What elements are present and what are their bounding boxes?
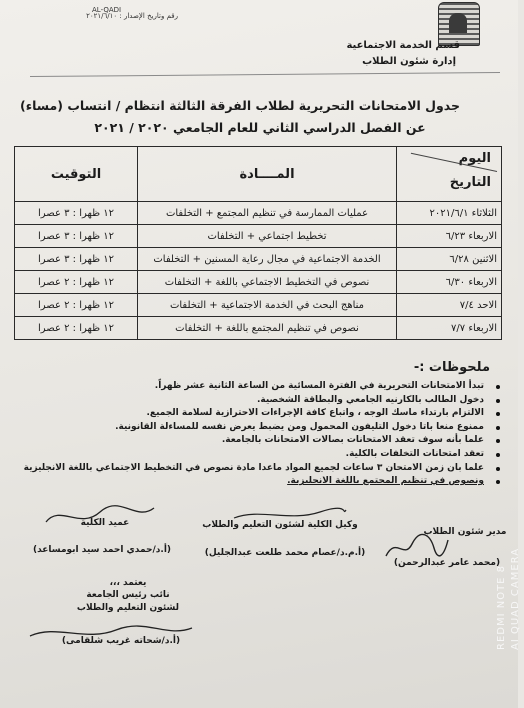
cell-day-date: الاربعاء ٧/٧: [397, 317, 502, 340]
exam-schedule-table: [14, 146, 502, 340]
list-item: تبدأ الامتحانات التحريرية في الفترة المسائية من الساعة الثانية عشر ظهراً.: [14, 380, 506, 394]
handwritten-signature-dean: [40, 502, 160, 532]
col-header-subject: المــــادة: [138, 147, 397, 202]
notes-heading: ملحوظات :-: [413, 360, 490, 375]
list-item: علما بأنه سوف تعقد الامتحانات بصالات الامتحانات بالجامعة.: [14, 434, 506, 448]
cell-day-date: الاثنين ٦/٢٨: [397, 248, 502, 271]
signatory-name-affairs: (محمد عامر عبدالرحمن): [393, 558, 501, 568]
col-header-date: التاريخ: [449, 175, 491, 190]
cell-time: ١٢ ظهرا : ٢ عصرا: [15, 294, 138, 317]
list-item: علما بان زمن الامتحان ٣ ساعات لجميع المواد ماعدا مادة نصوص في التخطيط الاجتماعي باللغة الانجليزية: [14, 462, 506, 476]
camera-watermark-line1: REDMI NOTE 8: [496, 564, 507, 650]
list-item: ونصوص في تنظيم المجتمع باللغة الانجليزية.: [14, 475, 506, 489]
signatory-role-vice-dean: وكيل الكلية لشئون التعليم والطلاب: [202, 520, 358, 530]
document-subtitle: عن الفصل الدراسي الثاني للعام الجامعي ٢٠٢٠ / ٢٠٢١: [94, 120, 426, 135]
cell-subject: نصوص في تنظيم المجتمع باللغة + التخلفات: [138, 317, 397, 340]
signatory-name-dean: (أ.د/حمدي احمد سيد ابومساعد): [32, 545, 172, 555]
cell-day-date: الاربعاء ٦/٢٣: [397, 225, 502, 248]
table-row: [15, 202, 502, 225]
cell-time: ١٢ ظهرا : ٣ عصرا: [15, 225, 138, 248]
signatory-role-affairs: مدير شئون الطلاب: [423, 527, 507, 537]
handwritten-signature-vice-dean: [230, 504, 350, 524]
approval-name: (أ.د/شحاته غريب شلقامى): [61, 636, 181, 646]
notes-list: [14, 380, 506, 489]
cell-day-date: الثلاثاء ٢٠٢١/٦/١: [397, 202, 502, 225]
header-divider: [30, 72, 500, 77]
list-item: تعقد امتحانات التخلفات بالكلية.: [14, 448, 506, 462]
cell-time: ١٢ ظهرا : ٣ عصرا: [15, 202, 138, 225]
cell-subject: تخطيط اجتماعي + التخلفات: [138, 225, 397, 248]
handwritten-signature-approval: [26, 620, 196, 644]
table-row: [15, 317, 502, 340]
cell-subject: عمليات الممارسة في تنظيم المجتمع + التخلفات: [138, 202, 397, 225]
col-header-day-date: [397, 147, 502, 202]
cell-time: ١٢ ظهرا : ٢ عصرا: [15, 271, 138, 294]
department-line-2: إدارة شئون الطلاب: [362, 56, 456, 67]
list-item: دخول الطالب بالكارنيه الجامعي والبطاقة الشخصية.: [14, 394, 506, 408]
cell-day-date: الاربعاء ٦/٣٠: [397, 271, 502, 294]
table-row: [15, 294, 502, 317]
table-header-row: [15, 147, 502, 202]
list-item: الالتزام بارتداء ماسك الوجه ، واتباع كافة الإجراءات الاحترازية لسلامة الجميع.: [14, 407, 506, 421]
cell-time: ١٢ ظهرا : ٣ عصرا: [15, 248, 138, 271]
header-top-text: AL-QADI: [92, 6, 122, 14]
cell-day-date: الاحد ٧/٤: [397, 294, 502, 317]
table-row: [15, 248, 502, 271]
approval-heading: يعتمد ،،،: [109, 578, 147, 588]
document-title: جدول الامتحانات التحريرية لطلاب الفرقة الثالثة انتظام / انتساب (مساء): [20, 98, 460, 113]
approval-role-line2: لشئون التعليم والطلاب: [76, 603, 180, 613]
table-row: [15, 225, 502, 248]
col-header-time: التوقيت: [15, 147, 138, 202]
cell-subject: مناهج البحث في الخدمة الاجتماعية + التخلفات: [138, 294, 397, 317]
cell-subject: نصوص في التخطيط الاجتماعي باللغة + التخلفات: [138, 271, 397, 294]
handwritten-signature-affairs: [382, 526, 452, 566]
list-item: ممنوع منعا باتا دخول التليفون المحمول ومن يضبط يعرض نفسه للمساءلة القانونية.: [14, 421, 506, 435]
cell-time: ١٢ ظهرا : ٢ عصرا: [15, 317, 138, 340]
department-line-1: قسم الخدمة الاجتماعية: [346, 40, 460, 51]
cell-subject: الخدمة الاجتماعية في مجال رعاية المسنين + التخلفات: [138, 248, 397, 271]
signatory-name-vice-dean: (أ.م.د/عصام محمد طلعت عبدالجليل): [204, 548, 366, 558]
signatory-role-dean: عميد الكلية: [80, 518, 130, 528]
col-header-day: اليوم: [458, 151, 491, 166]
table-row: [15, 271, 502, 294]
reference-line: رقم وتاريخ الإصدار : ٢٠٢١/٦/١٠: [86, 12, 178, 20]
camera-watermark-line2: AI QUAD CAMERA: [510, 547, 521, 650]
approval-role-line1: نائب رئيس الجامعة: [86, 590, 170, 600]
